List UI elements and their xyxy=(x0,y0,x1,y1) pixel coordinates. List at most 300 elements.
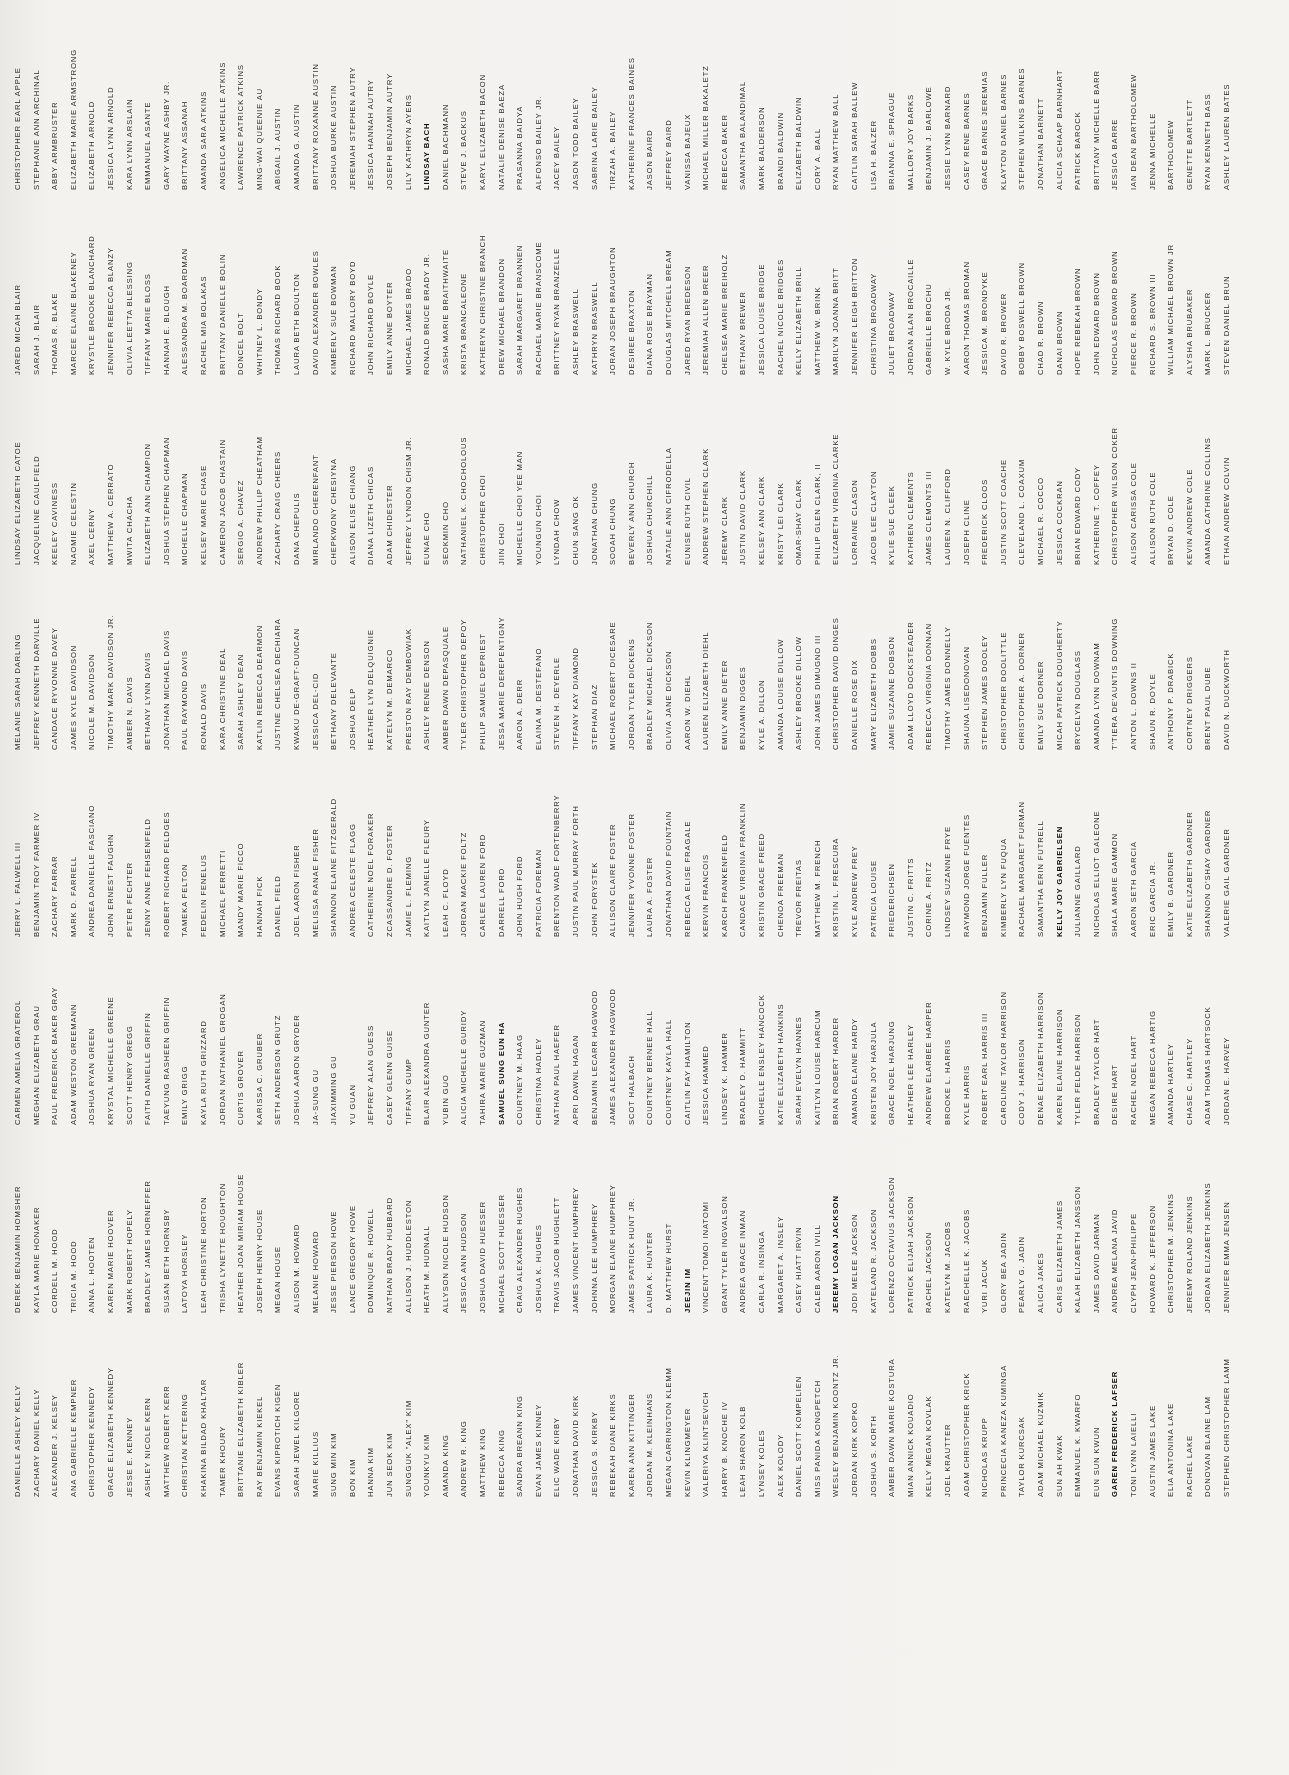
student-name: MICHAEL ROBERT DICESARE xyxy=(608,621,618,750)
student-name: EMMANUEL K. KWARFO xyxy=(1073,1393,1083,1497)
student-name: THOMAS R. BLAKE xyxy=(50,292,60,375)
student-name: STEPHEN JAMES DOOLEY xyxy=(980,634,990,750)
student-name: ROBERT RICHARD FELDGES xyxy=(161,811,171,937)
student-name: SCOTT HENRY GREGG xyxy=(124,1025,134,1125)
student-name: RYAN KENNETH BASS xyxy=(1203,93,1213,190)
student-name: JEFFREY BAIRD xyxy=(664,119,673,190)
student-name: JESSE PIERSON HOWE xyxy=(329,1210,339,1313)
student-name: ANNA L. HOOTEN xyxy=(87,1236,97,1313)
student-name: BENJAMIN TROY FARMER IV xyxy=(31,811,41,937)
student-name: TIMOTHY MARK DAVIDSON JR. xyxy=(106,614,115,750)
student-name: BRENTON WADE FORTENBERRY xyxy=(552,794,562,937)
student-name: SARAH ASHLEY DEAN xyxy=(236,653,246,750)
student-name: STEVEN DANIEL BRUN xyxy=(1222,275,1231,375)
student-name: JORDAN MACKIE FOLTZ xyxy=(459,831,469,937)
student-name: DESIRE HART xyxy=(1110,1064,1120,1125)
student-name: JORDAN TYLER DICKENS xyxy=(626,638,636,750)
student-name: MWITA CHACHA xyxy=(124,495,134,565)
student-name: HOWARD K. JEFFERSON xyxy=(1147,1205,1157,1313)
student-name: CATHERINE NOEL FORAKER xyxy=(366,812,376,937)
student-name: JENNA MICHELLE xyxy=(1147,112,1157,190)
student-name: KATIE ELIZABETH GARDNER xyxy=(1184,811,1194,937)
student-name: LAUREN ELIZABETH DIEHL xyxy=(701,631,711,750)
student-name: NICHOLAS EDWARD BROWN xyxy=(1110,250,1120,375)
student-name: JAMES VINCENT HUMPHREY xyxy=(571,1187,580,1313)
student-name: KELLY JOY GABRIELSEN xyxy=(1054,825,1064,937)
student-name: MIAN ANNICK KOUADIO xyxy=(905,1393,915,1497)
student-name: EMILY SUE DORNER xyxy=(1036,660,1045,750)
student-name: RACHEL LAKE xyxy=(1184,1435,1194,1497)
student-name: EMMANUEL ASANTE xyxy=(143,101,153,190)
student-name: SHAUN R. DOYLE xyxy=(1147,673,1157,750)
student-name: FRIEDERICHSEN xyxy=(887,863,897,937)
student-name: ANDREW ELARBEE HARPER xyxy=(924,1001,934,1125)
student-name: SAMANTHA ERIN FUTRELL xyxy=(1036,820,1045,937)
student-name: THOMAS RICHARD BOOK xyxy=(273,264,283,375)
student-name: JEREMY CLARK xyxy=(719,496,729,565)
student-name: DIANA ROSE BRAYMAN xyxy=(645,273,655,375)
student-name: REBEKAH DIANE KIRKS xyxy=(608,1393,618,1497)
student-name: ZACHARY CRAIG CHEERS xyxy=(273,451,283,565)
student-name: VALERIE GAIL GARDNER xyxy=(1222,828,1231,937)
student-name: BETHANY DELEVANTE xyxy=(329,652,339,750)
student-name: OLIVIA LEETTA BLESSING xyxy=(124,261,134,375)
student-name: W. KYLE BRODA JR. xyxy=(943,287,952,375)
student-name: ANDREA GRACE INMAN xyxy=(738,1209,748,1313)
student-name: GRANT TYLER INGVALSON xyxy=(719,1195,729,1313)
student-name: KIMBERLY LYN FUQUA xyxy=(998,838,1008,937)
student-name: SUN AH KWAK xyxy=(1054,1434,1064,1497)
student-name: JESSICA BARRE xyxy=(1110,118,1120,190)
student-name: CHENOA FREEMAN xyxy=(775,853,785,937)
student-name: CHRISTINA BROADWAY xyxy=(868,272,878,375)
student-name: YUBIN GUO xyxy=(440,1074,450,1125)
student-name: BRADLEY JAMES HORNEFFER xyxy=(143,1180,153,1313)
student-name: JUSTIN C. FRITTS xyxy=(905,857,915,937)
student-name: STEPHAN DIAZ xyxy=(589,683,599,750)
student-name: DREW MICHAEL BRANDON xyxy=(496,258,506,375)
student-name: AMANDA ELAINE HARDY xyxy=(850,1018,859,1125)
student-name: LAURA A. FOSTER xyxy=(645,856,655,937)
student-name: LANCE GREGORY HOWE xyxy=(347,1205,357,1313)
student-name: JAMES PATRICK HUNT JR. xyxy=(626,1197,636,1313)
student-name: BRITTNEY RYAN BRANZELLE xyxy=(552,247,562,375)
student-name: CARLA R. INSINGA xyxy=(757,1230,766,1313)
student-name: JOSHUA BURKE AUSTIN xyxy=(329,84,339,190)
student-name: CHASE C. HARTLEY xyxy=(1184,1037,1194,1125)
student-name: KLAYTON DANIEL BARNES xyxy=(998,73,1008,190)
student-name: KYLIE SUE CLEEK xyxy=(887,485,897,565)
student-name: RONALD BRUCE BRADY JR. xyxy=(422,253,432,375)
student-name: SASHA MARIE BRAITHWAITE xyxy=(440,249,450,375)
student-name: MATTHEW A. CERRATO xyxy=(106,463,115,565)
student-name: JUSTIN DAVID CLARK xyxy=(738,470,748,565)
student-name: ADAM MICHAEL KUZMIK xyxy=(1036,1391,1045,1497)
student-name: JUN SEOK KIM xyxy=(385,1432,394,1497)
student-name: SCOT HALBACH xyxy=(626,1055,636,1125)
student-name: LISA H. BALZER xyxy=(868,120,878,190)
student-name: LYNDAH CHOW xyxy=(552,498,562,565)
student-name: ROBERT EARL HARRIS III xyxy=(980,1012,990,1125)
student-name: SABRINA LARIE BAILEY xyxy=(589,86,599,190)
student-name: LINDSAY ELIZABETH CATOE xyxy=(13,441,22,565)
student-name: SHANNON ELAINE FITZGERALD xyxy=(329,798,339,937)
student-name: EMILY ANNE DIETER xyxy=(719,659,729,750)
student-name: TAEYUNG RASHEEN GRIFFIN xyxy=(161,996,171,1125)
student-name: SARAH MARGARET BRANNEN xyxy=(515,244,525,375)
student-name: BOBBY BOSWELL BROWN xyxy=(1017,262,1027,375)
student-name: NAOMIE CELESTIN xyxy=(68,482,78,565)
student-name: KRYSTLE BROOKE BLANCHARD xyxy=(87,235,97,375)
student-name: BRADLEY TAYLOR HART xyxy=(1091,1018,1101,1125)
student-name: JAMES CLEMONTS III xyxy=(924,470,934,565)
student-name: ANGELICA MICHELLE ATKINS xyxy=(217,61,227,190)
student-name: KAITLYN LOUISE HARCUM xyxy=(812,1009,822,1125)
student-name: BRANDI BALDWIN xyxy=(775,112,785,190)
student-name: ETHAN ANDREW COLVIN xyxy=(1222,456,1231,565)
student-name: LEAH SHARON KOLB xyxy=(738,1405,748,1497)
name-grid xyxy=(0,42,1289,1702)
student-name: TIFFANY MARIE BLOSS xyxy=(143,273,153,375)
student-name: TAMEKA FELTON xyxy=(180,863,190,937)
student-name: JOHN JAMES DIMUGNO III xyxy=(812,634,822,750)
student-name: CHRISTOPHER DOOLITTLE xyxy=(998,631,1008,750)
student-name: DESIREE BRAXTON xyxy=(626,289,636,375)
student-name: ALISON ELISE CHIANG xyxy=(347,464,357,565)
student-name: PRESTON RAY DEMBOWIAK xyxy=(403,628,413,750)
student-name: MARK L. BRUCKER xyxy=(1203,291,1213,375)
student-name: GRACE ELIZABETH KENNEDY xyxy=(106,1367,115,1497)
student-name: CASEY RENE BARNES xyxy=(961,92,971,190)
student-name: JENNIFER YVONNE FOSTER xyxy=(626,813,636,937)
student-name: HARRY B. KNOCHE IV xyxy=(719,1401,729,1497)
student-name: KYLE ANDREW FREY xyxy=(850,845,859,937)
student-name: TAYLOR KURCSAK xyxy=(1017,1416,1027,1497)
student-name: ADAM WESTON GREEMANN xyxy=(68,1003,78,1125)
student-name: LEAH CHRISTINE HORTON xyxy=(199,1196,208,1313)
student-name: WESLEY BENJAMIN KOONTZ JR. xyxy=(831,1354,841,1497)
student-name: GLORY BEA JADIN xyxy=(998,1232,1008,1313)
student-name: KRISTEN JOY HARJULA xyxy=(868,1021,878,1125)
student-name: MICHELLE CHOI YEE MAN xyxy=(515,450,525,565)
student-name: ALLISON CLAIRE FOSTER xyxy=(608,823,618,937)
student-name: LORRAINE CLASON xyxy=(850,479,859,565)
student-name: KATHERINE FRANCES BAINES xyxy=(626,57,636,190)
student-name: JORAN JOSEPH BRAUGHTON xyxy=(608,246,618,375)
student-name: ALICIA SCHAAP BARNHART xyxy=(1054,69,1064,190)
student-name: AARON SETH GARCIA xyxy=(1129,841,1138,937)
student-name: LAUREN N. CLIFFORD xyxy=(943,468,952,565)
student-name: BRENT PAUL DUBE xyxy=(1203,666,1213,750)
student-name: JENNIFER EMMA JENSEN xyxy=(1222,1201,1231,1313)
student-name: MATTHEW KING xyxy=(478,1427,487,1497)
student-name: JIAXIMMING GU xyxy=(329,1055,339,1125)
student-name: AMBER N. DAVIS xyxy=(124,676,134,750)
student-name: ANDREA MELANA JAVID xyxy=(1110,1208,1120,1313)
student-name: FEDELIN FENELUS xyxy=(199,854,208,937)
student-name: AARON THOMAS BROMAN xyxy=(961,260,971,375)
student-name: PHILIP GLEN CLARK, II xyxy=(812,463,822,565)
student-name: SUSAN BETH HORNSBY xyxy=(161,1208,171,1313)
student-name: JAMIE SUZANNE DOBSON xyxy=(887,636,897,750)
student-name: KEVIN KLINGMEYER xyxy=(682,1407,692,1497)
student-name: JOSEPH BENJAMIN AUTRY xyxy=(385,72,394,190)
student-name: PATRICIA FOREMAN xyxy=(533,849,543,937)
student-name: CAITLIN SARAH BALLEW xyxy=(850,81,859,190)
student-name: TIMOTHY JAMES DONNELLY xyxy=(943,626,952,750)
student-name: JESSICA LOUISE BRIDGE xyxy=(757,263,766,375)
student-name: EUNISE RUTH CIVIL xyxy=(682,477,692,565)
student-name: RAY BENJAMIN KIEKEL xyxy=(254,1395,264,1497)
student-name: CARLEE LAUREN FORD xyxy=(478,833,487,937)
student-name: ZACHARY FARRAR xyxy=(50,855,60,937)
student-name: PAUL RAYMOND DAVIS xyxy=(180,650,190,750)
student-name: SOOAH CHUNG xyxy=(608,497,618,565)
student-name: ALISON M. HOWARD xyxy=(292,1223,301,1313)
student-name: CARIS ELIZABETH JAMES xyxy=(1054,1200,1064,1313)
student-name: KARCH FRANKENFIELD xyxy=(719,834,729,937)
student-name: REBECCA VIRGINIA DONNAN xyxy=(924,622,934,750)
student-name: JEREMY LOGAN JACKSON xyxy=(831,1195,841,1313)
student-name: YOUNKYU KIM xyxy=(422,1433,432,1497)
student-name: KARA LYNN ARSLAIN xyxy=(124,98,134,190)
student-name: MICHAEL SCOTT HUESSER xyxy=(496,1194,506,1313)
student-name: BETHANY LYNN DAVIS xyxy=(143,651,153,750)
student-name: LAWRENCE PATRICK ATKINS xyxy=(236,64,246,190)
student-name: PIERCE R. BROWN xyxy=(1129,292,1138,375)
student-name: GARY WAYNE ASHBY JR. xyxy=(161,80,171,190)
student-name: TONI LYNN LAIELLI xyxy=(1129,1412,1138,1497)
student-name: BENJAMIN LECARR HAGWOOD xyxy=(589,989,599,1125)
student-name: LAURA K. HUNTER xyxy=(645,1231,655,1313)
student-name: DANAI BROWN xyxy=(1054,310,1064,375)
student-name: DARRELL FORD xyxy=(496,867,506,937)
student-name: MICHAEL FERRETTI xyxy=(217,849,227,937)
student-name: ADAM LLOYD DOCKSTEADER xyxy=(905,621,915,750)
student-name: ALICIA JAKES xyxy=(1036,1252,1045,1313)
student-name: CURTIS GROVER xyxy=(236,1050,246,1125)
student-name: ALISON CARISSA COLE xyxy=(1129,462,1138,565)
student-name: SHAUNA LISEDONOVAN xyxy=(961,646,971,750)
student-name: JESSA MARIE DEREPENTIGNY xyxy=(496,616,506,750)
student-name: EUNAE CHO xyxy=(422,511,432,565)
student-name: JACEY BAILEY xyxy=(552,126,562,190)
student-name: JEFFREY KENNETH DARVILLE xyxy=(31,617,41,750)
student-name: AMANDA LOUISE DILLOW xyxy=(775,638,785,750)
student-name: ERIC GARCIA JR. xyxy=(1147,861,1157,937)
student-name: ALLISON RUTH COLE xyxy=(1147,471,1157,565)
student-name: KATHERYN CHRISTINE BRANCH xyxy=(478,234,487,375)
student-name: ANA GABRIELLE KEMPNER xyxy=(68,1378,78,1497)
student-name: CLEVELAND L. COAXUM xyxy=(1017,458,1027,565)
student-name: CHRISTOPHER DAVID DINGES xyxy=(831,617,841,750)
student-name: JOEL KRAUTTER xyxy=(943,1423,952,1497)
student-name: ELIA ANTONINA LAKE xyxy=(1166,1402,1176,1497)
student-name: JOSHUA DELP xyxy=(347,687,357,750)
student-name: KAYLA RUTH GRIZZARD xyxy=(199,1020,208,1125)
student-name: ELAINA M. DESTEFANO xyxy=(533,647,543,750)
student-name: NATHAN BRADY HUBBARD xyxy=(385,1196,394,1313)
student-name: SARAH J. BLAIR xyxy=(31,304,41,375)
student-name: AMANDA HARTLEY xyxy=(1166,1043,1176,1125)
student-name: CANDACE VIRGINIA FRANKLIN xyxy=(738,802,748,937)
student-name: BETHANY BREWER xyxy=(738,291,748,375)
student-name: JESSICA HANNAH AUTRY xyxy=(366,79,376,190)
student-name: JARED RYAN BREDESON xyxy=(682,265,692,375)
student-name: JEREMY ROLAND JENKINS xyxy=(1184,1195,1194,1313)
student-name: PATRICK ELIJAH JACKSON xyxy=(905,1195,915,1313)
student-name: JOEL AARON FISHER xyxy=(292,844,301,937)
student-name: MARK ROBERT HOPELY xyxy=(124,1209,134,1313)
student-name: DAVID N. DUCKWORTH xyxy=(1222,649,1231,750)
student-name: DANIEL SCOTT KOMPELIEN xyxy=(794,1375,804,1497)
student-name: JESSE E. KENNEY xyxy=(124,1416,134,1497)
student-name: BROOKE L. HARRIS xyxy=(943,1038,952,1125)
student-name: KAITLYN JANELLE FLEURY xyxy=(422,819,432,937)
student-name: MICAH PATRICK DOUGHERTY xyxy=(1054,620,1064,750)
student-name: COURTNEY BERNEE HALL xyxy=(645,1010,655,1125)
student-name: EUN SUN KWUN xyxy=(1091,1426,1101,1497)
student-name: JORDAN KIRK KOPKO xyxy=(850,1401,859,1497)
student-name: KYLE HARRIS xyxy=(961,1064,971,1125)
student-name: ALLISON J. HUDDLESTON xyxy=(403,1199,413,1313)
student-name: JOSHUA RYAN GREEN xyxy=(87,1027,97,1125)
student-name: MORGAN ELAINE HUMPHREY xyxy=(608,1184,618,1313)
student-name: LORENZO OCTAVIUS JACKSON xyxy=(887,1176,897,1313)
student-name: NATHAN PAUL HAEFER xyxy=(552,1024,562,1125)
student-name: ANTHONY P. DRABICK xyxy=(1166,652,1176,750)
student-name: YURI JACUK xyxy=(980,1258,990,1313)
student-name: MANDY MARIE FICCO xyxy=(236,842,246,937)
student-name: JOHN EDWARD BROWN xyxy=(1091,272,1101,375)
student-name: MELANIE SARAH DARLING xyxy=(13,633,22,750)
student-name: TYLER CHRISTOPHER DEPOY xyxy=(459,618,469,750)
student-name: MICHAEL JAMES BRADO xyxy=(403,267,413,375)
student-name: JAMES DAVID JARMAN xyxy=(1091,1213,1101,1313)
student-name: OLIVIA JANE DICKSON xyxy=(664,650,673,750)
student-name: RYAN MATTHEW BALL xyxy=(831,93,841,190)
student-name: AXEL CERNY xyxy=(87,508,97,565)
student-name: ASHLEY NICOLE KERN xyxy=(143,1397,153,1497)
student-name: HEATHER JOAN MIRIAM HOUSE xyxy=(236,1173,246,1313)
student-name: JEEJIN IM xyxy=(682,1268,692,1313)
student-name: JUSTIN PAUL MURRAY FORTH xyxy=(571,805,580,937)
student-name: JAMES ALEXANDER HAGWOOD xyxy=(608,988,618,1125)
student-name: GAREN FREDERICK LAFSER xyxy=(1110,1370,1120,1497)
student-name: CAROLINE TAYLOR HARRISON xyxy=(998,991,1008,1125)
student-name: BON KIM xyxy=(347,1458,357,1497)
student-name: JOSEPH CLINE xyxy=(961,499,971,565)
student-name: KATHREN CLEMENTS xyxy=(905,471,915,565)
student-name: DONCEL BOLT xyxy=(236,312,246,375)
student-name: ADAM CHIDESTER xyxy=(385,484,394,565)
student-name: JORDAN ELIZABETH JENKINS xyxy=(1203,1182,1213,1313)
student-name: JOSHUA AARON GRYDER xyxy=(292,1014,301,1125)
student-name: HANNAH FICK xyxy=(254,875,264,937)
student-name: HANNA KIM xyxy=(366,1447,376,1497)
student-name: TRICIA M. HOOD xyxy=(68,1240,78,1313)
student-name: EVANS KIPROTICH KIGEN xyxy=(273,1383,283,1497)
student-name: HEATHER LYN DELQUIGNIE xyxy=(366,629,376,750)
student-name: KAYLA MARIE HONAKER xyxy=(31,1206,41,1313)
student-name: PHILIP SAMUEL DEPRIEST xyxy=(478,633,487,750)
student-name: MARY ELIZABETH DOBBS xyxy=(868,638,878,750)
student-name: RACHEL JACKSON xyxy=(924,1231,934,1313)
student-name: STEPHANIE ANN ARCHINAL xyxy=(31,69,41,190)
student-name: BRITTANY ROXANNE AUSTIN xyxy=(310,63,320,190)
student-name: KHAKINA BILDAD KHALTAR xyxy=(199,1378,208,1497)
student-name: DOMINIQUE R. HOWELL xyxy=(366,1208,376,1313)
student-name: CHRISTINA HADLEY xyxy=(533,1037,543,1125)
student-name: SAMANTHA BALANDIMAL xyxy=(738,80,748,190)
student-name: DIANA LIZETH CHICAS xyxy=(366,466,376,565)
student-name: CHELSEA MARIE BREIHOLZ xyxy=(719,253,729,375)
student-name: KALAH ELIZABETH JANSSON xyxy=(1073,1185,1083,1313)
student-name: ALESSANDRA M. BOARDMAN xyxy=(180,248,190,375)
student-name: MARGARET A. INSLEY xyxy=(775,1215,785,1313)
student-name: CHRISTOPHER EARL APPLE xyxy=(13,67,22,190)
student-name: ELIZABETH VIRGINIA CLARKE xyxy=(831,433,841,565)
student-name: JOSHUA DAVID HUESSER xyxy=(478,1201,487,1313)
student-name: IAN DEAN BARTHOLOMEW xyxy=(1129,73,1138,190)
student-name: CASEY HIATT IRVIN xyxy=(794,1226,804,1313)
student-name: NICOLE M. DAVIDSON xyxy=(87,653,97,750)
student-name: JASON TODD BAILEY xyxy=(571,97,580,190)
student-name: CLYPH JEAN-PHILIPPE xyxy=(1129,1212,1138,1313)
student-name: JODI MELEE JACKSON xyxy=(850,1213,859,1313)
student-name: TREVOR FREITAS xyxy=(794,859,804,937)
student-name: PETER FECHTER xyxy=(124,862,134,937)
student-name: AMBER DAWN MARIE KOSTURA xyxy=(887,1358,897,1497)
student-name: KELSEY MARIE CHASE xyxy=(199,464,208,565)
student-name: JESSICA LYNN ARNOLD xyxy=(106,86,115,190)
student-name: JORDAN E. HARVEY xyxy=(1222,1036,1231,1125)
student-name: NATHANIEL K. CHOCHOLOUS xyxy=(459,436,469,565)
student-name: EMILY GRIGG xyxy=(180,1065,190,1125)
student-name: JA-SUNG GU xyxy=(310,1069,320,1125)
student-name: KEELEY CAVINESS xyxy=(50,482,60,565)
student-name: KATELYN M. JACOBS xyxy=(943,1221,952,1313)
student-name: PAUL FREDERICK BAKER GRAY xyxy=(50,986,60,1125)
student-name: MIRLANDO CHERENFANT xyxy=(310,454,320,565)
student-name: JOHNNA LEE HUMPHREY xyxy=(589,1203,599,1313)
student-name: MARILYN JOANNA BRITT xyxy=(831,267,841,375)
student-name: CORINE A. FRITZ xyxy=(924,861,934,937)
student-name: SEOKMIN CHO xyxy=(440,501,450,565)
student-name: BLAIR ALEXANDRA GUNTER xyxy=(422,1001,432,1125)
student-name: VINCENT TOMOI INATOMI xyxy=(701,1201,711,1313)
student-name: BRITTANY MICHELLE BARR xyxy=(1091,70,1101,190)
student-name: VALERIYA KLINTSEVICH xyxy=(701,1391,711,1497)
student-name: JOSHUA S. KORTH xyxy=(868,1415,878,1497)
student-name: SHANNON O'SHAY GARDNER xyxy=(1203,809,1213,937)
student-name: ASHLEY LAUREN BATES xyxy=(1222,83,1231,190)
student-name: DONOVAN BLAINE LAM xyxy=(1203,1396,1213,1497)
student-name: RICHARD S. BROWN III xyxy=(1147,273,1157,375)
student-name: PEARLY G. JADIN xyxy=(1017,1236,1027,1313)
student-name: DENAE ELIZABETH HARRISON xyxy=(1036,991,1045,1125)
student-name: JOHN FORYSTEK xyxy=(589,861,599,937)
student-name: ELIZABETH BALDWIN xyxy=(794,96,804,190)
student-name: KAREN MARIE HOOVER xyxy=(106,1209,115,1313)
student-name: AARON A. DERR xyxy=(515,678,525,750)
student-name: SAMUEL SUNG EUN HA xyxy=(496,1021,506,1125)
student-name: NICHOLAS KRUPP xyxy=(980,1417,990,1497)
student-name: D. MATTHEW HURST xyxy=(664,1222,673,1313)
student-name: BRIAN ROBERT HARDER xyxy=(831,1017,841,1125)
student-name: SHALA MARIE GAMMON xyxy=(1110,833,1120,937)
student-name: KRISTIN L. FRESCURA xyxy=(831,837,841,937)
